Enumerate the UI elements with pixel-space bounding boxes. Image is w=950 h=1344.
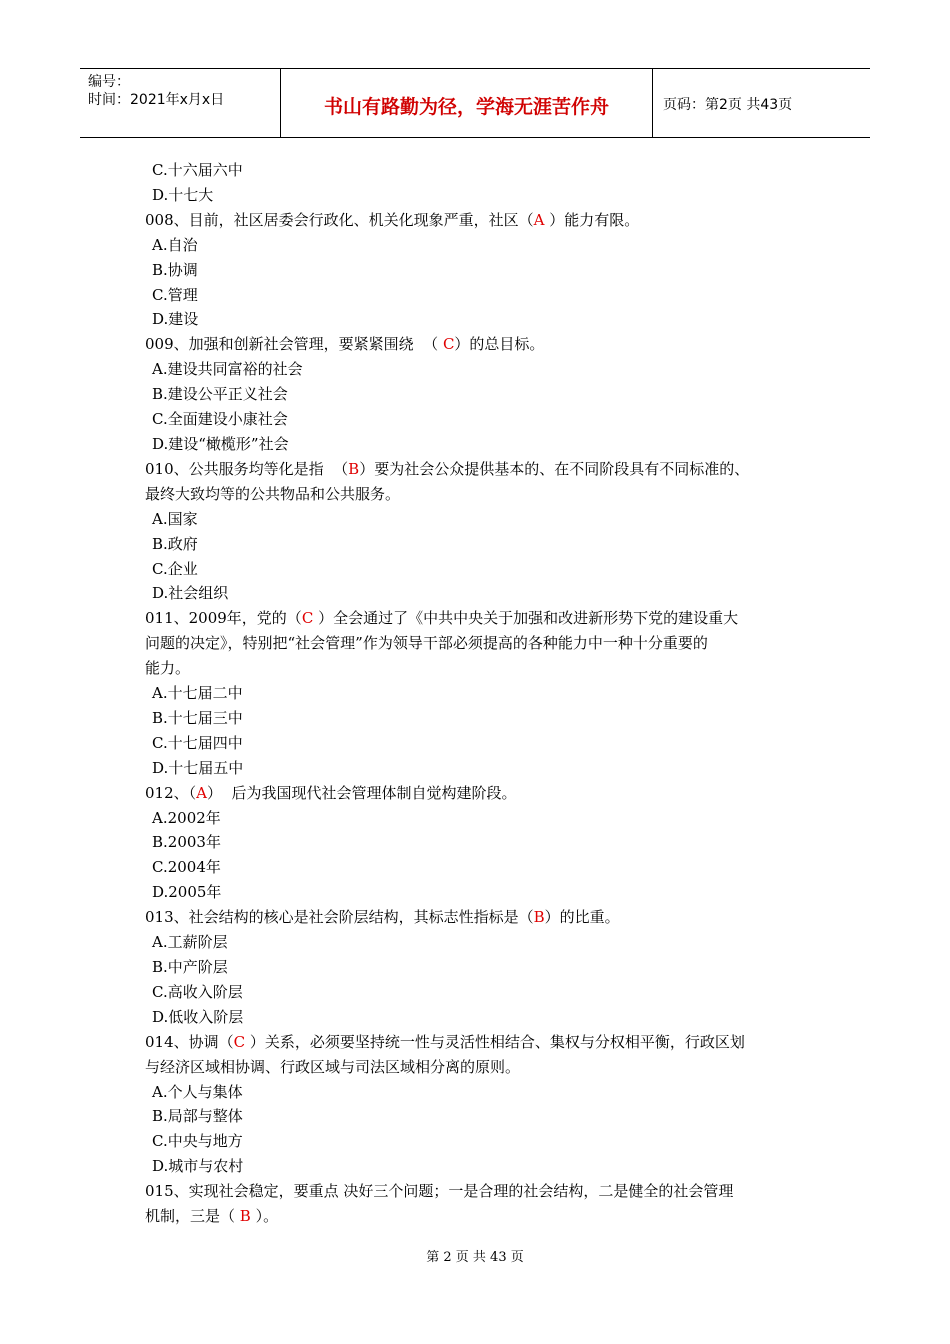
question-text: 机制，三是（ [145,1207,240,1226]
question-text: ）要为社会公众提供基本的、在不同阶段具有不同标准的、 [359,459,750,478]
question-text-line [145,631,825,656]
answer-option: D.十七届五中 [152,758,244,777]
answer-option: C.十六届六中 [152,161,243,179]
answer-option: A.十七届二中 [152,684,243,703]
document-number-label: 编号： [88,74,130,90]
answer-option: B.局部与整体 [152,1107,243,1126]
question-text: 问题的决定》，特别把“社会管理”作为领导干部必须提高的各种能力中一种十分重要的 [145,634,708,653]
answer-option: C.管理 [152,285,198,304]
question-text-line [145,905,825,930]
question-text: ）全会通过了《中共中央关于加强和改进新形势下党的建设重大 [313,609,739,628]
answer-option: A.国家 [152,509,198,528]
answer-option: D.建设 [152,310,199,329]
answer-key: B [348,459,360,478]
question-text-line [145,1179,825,1204]
answer-option: C.企业 [152,559,198,578]
question-text: 015、实现社会稳定，要重点 决好三个问题；一是合理的社会结构，二是健全的社会管理 [145,1182,734,1201]
question-text: ）关系，必须要坚持统一性与灵活性相结合、集权与分权相平衡，行政区划 [245,1032,745,1051]
question-text: 最终大致均等的公共物品和公共服务。 [145,484,401,503]
answer-key: B [533,908,545,927]
answer-option: C.十七届四中 [152,733,243,752]
answer-option: B.协调 [152,260,198,279]
answer-key: C [301,609,314,628]
question-text: 能力。 [145,659,191,678]
question-list [145,158,825,1229]
question-text: 与经济区域相协调、行政区域与司法区域相分离的原则。 [145,1057,521,1076]
answer-option: D.低收入阶层 [152,1007,244,1026]
answer-option: B.中产阶层 [152,958,228,976]
answer-key: A [196,783,207,802]
page-header [80,68,870,138]
question-text: ）。 [250,1207,279,1226]
answer-key: C [442,335,455,354]
answer-option: B.十七届三中 [152,708,243,727]
answer-option: D.2005年 [152,883,222,902]
answer-option: D.建设“橄榄形”社会 [152,434,289,453]
answer-option: A.个人与集体 [152,1082,243,1101]
question-text: 011、2009年，党的（ [145,609,302,628]
answer-option: C.中央与地方 [152,1132,243,1151]
question-text-line [145,781,825,806]
question-text-line [145,457,825,482]
question-text: 013、社会结构的核心是社会阶层结构，其标志性指标是（ [145,908,534,927]
question-text: ）的总目标。 [454,335,545,354]
question-text-line [145,1204,825,1229]
answer-option: C.高收入阶层 [152,982,243,1001]
answer-option: C.2004年 [152,858,221,877]
question-text-line [145,1030,825,1055]
header-page-info: 页码：第2页 共43页 [663,97,793,113]
document-time-label: 时间：2021年x月x日 [88,92,225,108]
answer-option: D.十七大 [152,185,214,204]
answer-key: C [233,1032,246,1051]
answer-option: A.自治 [152,235,198,254]
answer-option: A.2002年 [152,808,221,827]
question-text: 008、目前，社区居委会行政化、机关化现象严重，社区（ [145,210,534,229]
answer-option: D.城市与农村 [152,1157,244,1176]
question-text-line [145,1055,825,1080]
answer-option: B.建设公平正义社会 [152,385,288,404]
answer-key: B [239,1207,251,1226]
header-meta [80,69,281,137]
answer-option: C.全面建设小康社会 [152,410,288,429]
question-text-line [145,332,825,357]
answer-option: A.工薪阶层 [152,933,228,952]
question-text-line [145,606,825,631]
question-text-line [145,482,825,507]
question-text: 010、公共服务均等化是指 （ [145,459,349,478]
question-text: ）能力有限。 [544,210,640,229]
answer-option: D.社会组织 [152,584,229,603]
question-text: 012、（ [145,783,197,802]
answer-option: B.2003年 [152,833,221,852]
answer-key: A [533,210,545,229]
answer-option: B.政府 [152,534,198,553]
question-text: ）的比重。 [544,908,620,927]
question-text: 009、加强和创新社会管理，要紧紧围绕 （ [145,335,443,354]
answer-option: A.建设共同富裕的社会 [152,360,303,379]
header-motto: 书山有路勤为径，学海无涯苦作舟 [281,69,653,137]
question-text-line [145,656,825,681]
question-text-line [145,208,825,233]
question-text: ） 后为我国现代社会管理体制自觉构建阶段。 [206,783,517,802]
question-text: 014、协调（ [145,1032,234,1051]
page-footer: 第 2 页 共 43 页 [426,1250,524,1265]
